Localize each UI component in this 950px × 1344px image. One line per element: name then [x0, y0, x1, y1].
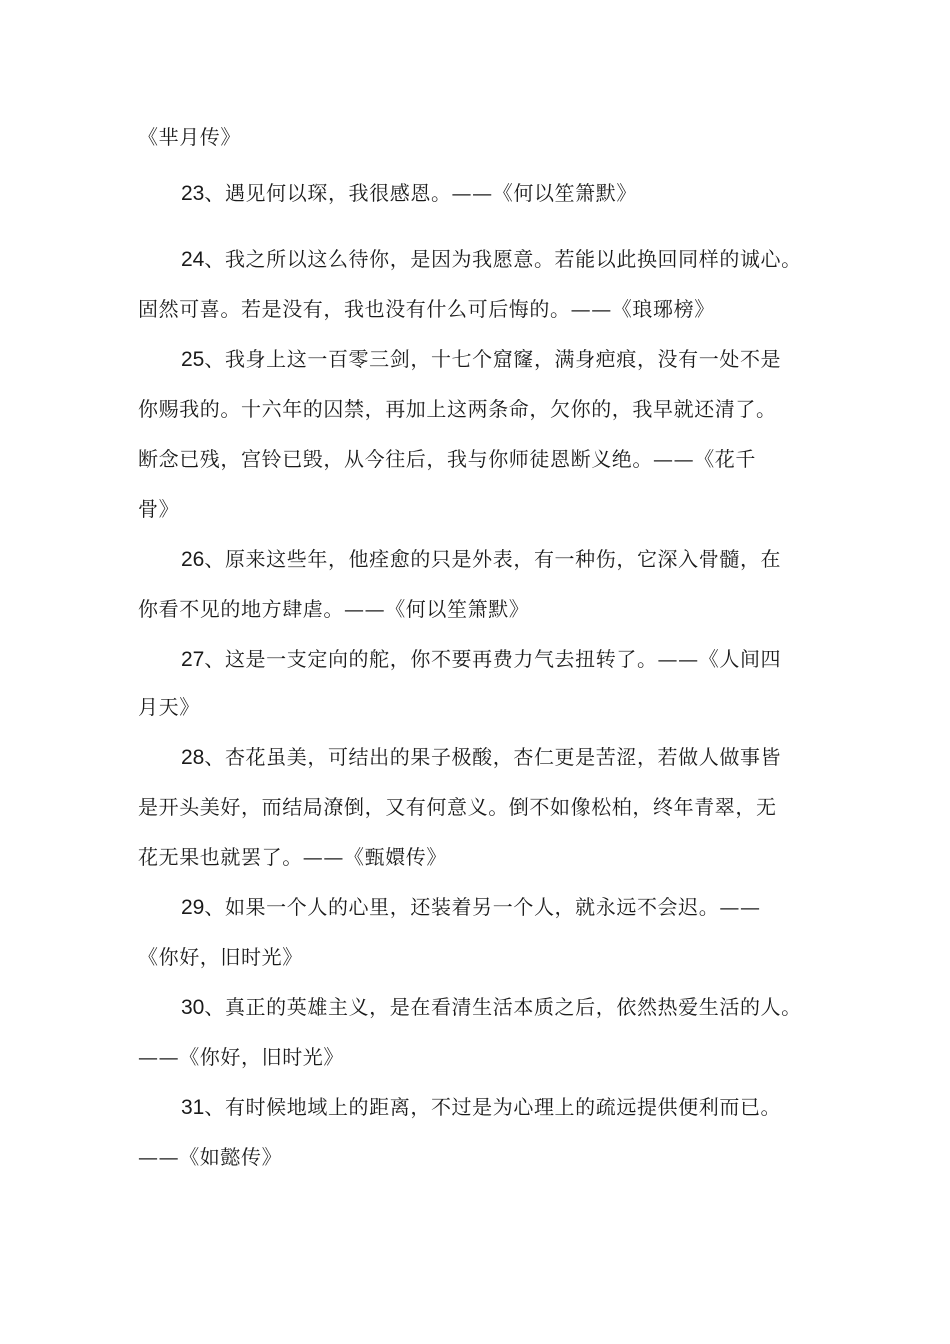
text-line: [138, 296, 838, 323]
item-number: 29: [181, 896, 205, 919]
line-text: 、我身上这一百零三剑，十七个窟窿，满身疤痕，没有一处不是: [204, 347, 782, 371]
line-text: 、这是一支定向的舵，你不要再费力气去扭转了。——《人间四: [204, 647, 782, 671]
text-line: [138, 496, 838, 523]
line-text: 花无果也就罢了。——《甄嬛传》: [138, 845, 447, 869]
text-line: [181, 546, 881, 573]
line-text: 你看不见的地方肆虐。——《何以笙箫默》: [138, 597, 530, 621]
text-line: [138, 124, 838, 151]
text-line: [138, 396, 838, 423]
line-text: 、真正的英雄主义，是在看清生活本质之后，依然热爱生活的人。: [204, 995, 802, 1019]
text-line: [138, 446, 838, 473]
line-text: 、杏花虽美，可结出的果子极酸，杏仁更是苦涩，若做人做事皆: [204, 745, 782, 769]
item-number: 25: [181, 348, 205, 371]
text-line: [138, 944, 838, 971]
line-text: 、如果一个人的心里，还装着另一个人，就永远不会迟。——: [204, 895, 761, 919]
text-line: [138, 794, 838, 821]
item-number: 28: [181, 746, 205, 769]
item-number: 31: [181, 1096, 205, 1119]
line-text: 骨》: [138, 497, 180, 521]
text-line: [181, 246, 881, 273]
item-number: 30: [181, 996, 205, 1019]
text-line: [181, 1094, 881, 1121]
item-number: 24: [181, 248, 205, 271]
text-line: [181, 346, 881, 373]
line-text: 你赐我的。十六年的囚禁，再加上这两条命，欠你的，我早就还清了。: [138, 397, 777, 421]
text-line: [181, 994, 881, 1021]
text-line: [138, 1144, 838, 1171]
text-line: [138, 1044, 838, 1071]
line-text: 《你好，旧时光》: [138, 945, 303, 969]
line-text: 、有时候地域上的距离，不过是为心理上的疏远提供便利而已。: [204, 1095, 782, 1119]
item-number: 26: [181, 548, 205, 571]
text-line: [181, 744, 881, 771]
item-number: 23: [181, 182, 205, 205]
text-line: [138, 596, 838, 623]
text-line: [138, 694, 838, 721]
line-text: 《芈月传》: [138, 125, 241, 149]
line-text: 、我之所以这么待你，是因为我愿意。若能以此换回同样的诚心。: [204, 247, 802, 271]
text-line: [181, 646, 881, 673]
line-text: 、遇见何以琛，我很感恩。——《何以笙箫默》: [204, 181, 637, 205]
line-text: ——《如懿传》: [138, 1145, 283, 1169]
text-line: [181, 894, 881, 921]
line-text: 、原来这些年，他痊愈的只是外表，有一种伤，它深入骨髓，在: [204, 547, 782, 571]
line-text: 固然可喜。若是没有，我也没有什么可后悔的。——《琅琊榜》: [138, 297, 715, 321]
line-text: 断念已残，宫铃已毁，从今往后，我与你师徒恩断义绝。——《花千: [138, 447, 756, 471]
text-line: [181, 180, 881, 207]
text-line: [138, 844, 838, 871]
line-text: ——《你好，旧时光》: [138, 1045, 344, 1069]
line-text: 月天》: [138, 695, 200, 719]
line-text: 是开头美好，而结局潦倒，又有何意义。倒不如像松柏，终年青翠，无: [138, 795, 777, 819]
item-number: 27: [181, 648, 205, 671]
